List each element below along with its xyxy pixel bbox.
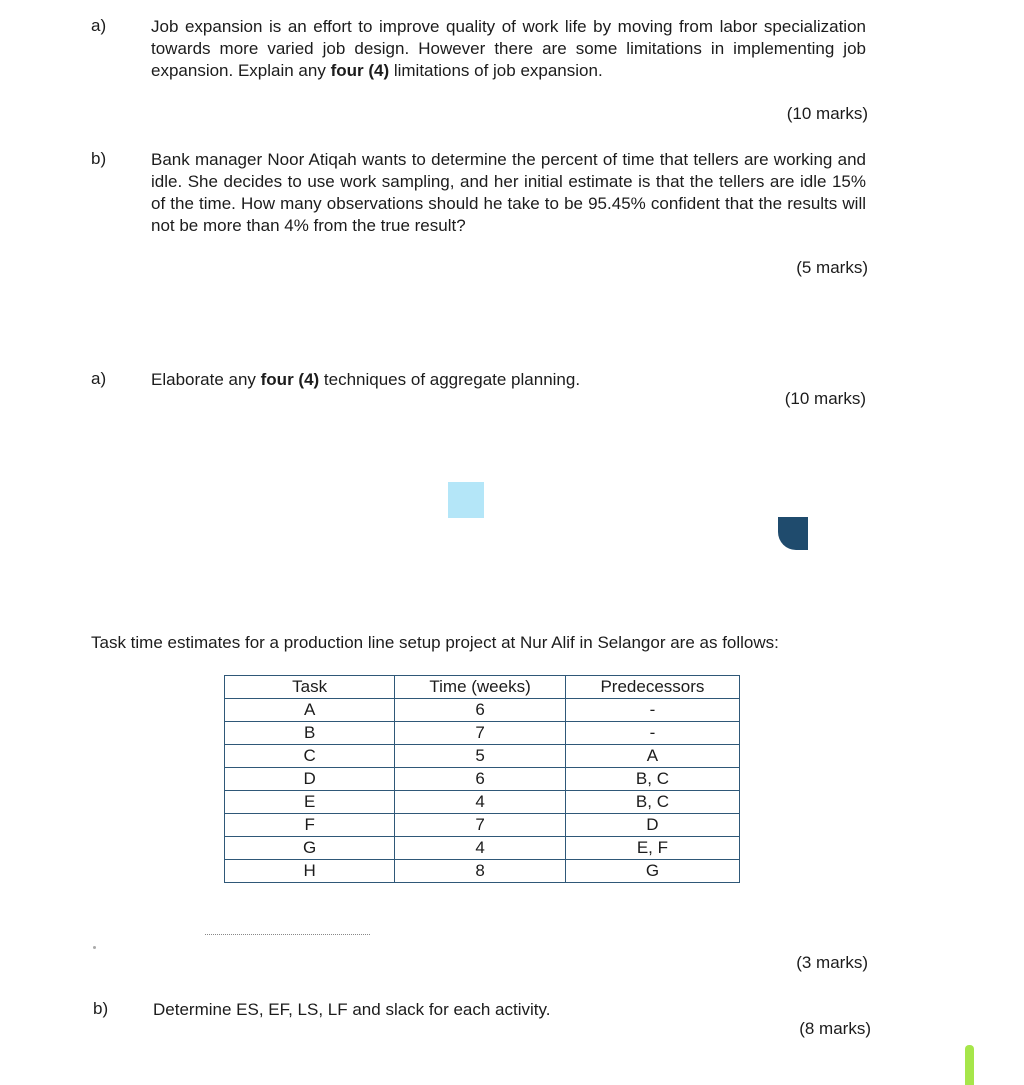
header-predecessors: Predecessors [565,676,739,699]
table-row [225,860,740,883]
time-cell: 5 [395,745,566,768]
table-header-row [225,676,740,699]
task-cell: C [225,745,395,768]
table-row [225,791,740,814]
predecessor-cell: E, F [565,837,739,860]
q1a-label: a) [91,16,107,35]
q2a-text-bold: four (4) [260,370,320,389]
predecessor-cell: B, C [565,768,739,791]
scan-artifact-line [205,934,370,937]
q1a-marks: (10 marks) [786,104,868,123]
time-cell: 4 [395,791,566,814]
task-table [224,675,740,883]
predecessor-cell: G [565,860,739,883]
predecessor-cell: - [565,722,739,745]
header-time: Time (weeks) [395,676,566,699]
table-row [225,814,740,837]
q2a-text [151,369,751,391]
table-row [225,699,740,722]
table-row [225,745,740,768]
q1b-text: Bank manager Noor Atiqah wants to determine the percent of time that tellers are working and idle. She decides to use work sampling, and her initial estimate is that the tellers are idle 15% of the time. How many observations should he take to be 95.45% confident that the results will not be more than 4% from the true result? [151,150,866,235]
time-cell: 7 [395,814,566,837]
q2a-text-end: techniques of aggregate planning. [319,370,581,389]
q1b-label: b) [91,149,107,168]
scan-artifact-dot [93,946,96,949]
task-cell: D [225,768,395,791]
q3b-text: Determine ES, EF, LS, LF and slack for each activity. [153,1000,551,1019]
q1b-marks: (5 marks) [796,258,868,277]
q3a-marks: (3 marks) [796,953,868,972]
task-cell: A [225,699,395,722]
predecessor-cell: B, C [565,791,739,814]
q1a-text-end: limitations of job expansion. [389,61,603,80]
time-cell: 7 [395,722,566,745]
task-cell: E [225,791,395,814]
time-cell: 8 [395,860,566,883]
predecessor-cell: - [565,699,739,722]
header-task: Task [225,676,395,699]
decorative-dark-tab [778,517,808,550]
predecessor-cell: A [565,745,739,768]
table-row [225,837,740,860]
q3b-label: b) [93,999,109,1018]
q2a-marks: (10 marks) [784,389,866,408]
q1a-text [151,16,866,82]
q1a-text-bold: four (4) [330,61,390,80]
task-cell: G [225,837,395,860]
table-row [225,768,740,791]
decorative-green-marker [965,1045,974,1085]
time-cell: 6 [395,768,566,791]
task-cell: F [225,814,395,837]
decorative-light-square [448,482,484,518]
time-cell: 6 [395,699,566,722]
q2a-label: a) [91,369,107,388]
predecessor-cell: D [565,814,739,837]
q1a-text-start: Job expansion is an effort to improve quality of work life by moving from labor specialization towards more varied job design. However there are some limitations in implementing job expansion. Explain any [151,17,866,80]
table-row [225,722,740,745]
q3b-marks: (8 marks) [799,1019,871,1038]
q2a-text-start: Elaborate any [151,370,261,389]
q3-intro: Task time estimates for a production line setup project at Nur Alif in Selangor are as follows: [91,633,779,652]
task-cell: B [225,722,395,745]
task-cell: H [225,860,395,883]
time-cell: 4 [395,837,566,860]
